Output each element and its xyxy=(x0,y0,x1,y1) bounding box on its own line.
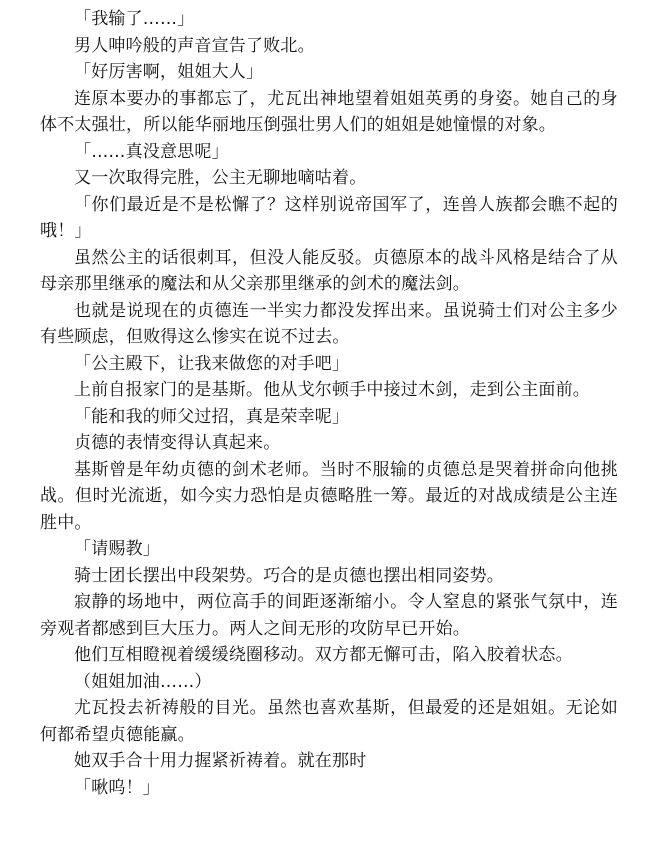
paragraph: 虽然公主的话很刺耳，但没人能反驳。贞德原本的战斗风格是结合了从母亲那里继承的魔法和从父亲那里继承的剑术的魔法剑。 xyxy=(40,247,618,294)
paragraph: 「我输了……」 xyxy=(74,9,195,29)
paragraph: 上前自报家门的是基斯。他从戈尔顿手中接过木剑，走到公主面前。 xyxy=(74,380,590,400)
paragraph: 尤瓦投去祈祷般的目光。虽然也喜欢基斯，但最爱的还是姐姐。无论如何都希望贞德能赢。 xyxy=(40,698,618,745)
paragraph: 「公主殿下，让我来做您的对手吧」 xyxy=(74,353,350,374)
paragraph: 「……真没意思呢」 xyxy=(74,141,229,162)
paragraph: （姐姐加油……） xyxy=(74,671,212,692)
paragraph: 贞德的表情变得认真起来。 xyxy=(74,433,281,453)
paragraph: 骑士团长摆出中段架势。巧合的是贞德也摆出相同姿势。 xyxy=(74,565,504,586)
paragraph: 也就是说现在的贞德连一半实力都没发挥出来。虽说骑士们对公主多少有些顾虑，但败得这么惨实在说不过去。 xyxy=(40,300,618,347)
paragraph: 寂静的场地中，两位高手的间距逐渐缩小。令人窒息的紧张气氛中，连旁观者都感到巨大压力。两人之间无形的攻防早已开始。 xyxy=(40,592,618,639)
paragraph: 他们互相瞪视着缓缓绕圈移动。双方都无懈可击，陷入胶着状态。 xyxy=(74,645,573,665)
paragraph: 「你们最近是不是松懈了？这样别说帝国军了，连兽人族都会瞧不起的哦！」 xyxy=(40,194,618,241)
paragraph: 她双手合十用力握紧祈祷着。就在那时 xyxy=(74,751,367,771)
paragraph: 「好厉害啊，姐姐大人」 xyxy=(74,62,264,82)
paragraph: 「啾呜！」 xyxy=(74,777,160,798)
paragraph: 「能和我的师父过招，真是荣幸呢」 xyxy=(74,406,350,427)
paragraph: 男人呻吟般的声音宣告了败北。 xyxy=(74,35,315,56)
paragraph: 连原本要办的事都忘了，尤瓦出神地望着姐姐英勇的身姿。她自己的身体不太强壮，所以能华丽地压倒强壮男人们的姐姐是她憧憬的对象。 xyxy=(40,88,618,135)
paragraph: 基斯曾是年幼贞德的剑术老师。当时不服输的贞德总是哭着拼命向他挑战。但时光流逝，如今实力恐怕是贞德略胜一筹。最近的对战成绩是公主连胜中。 xyxy=(40,459,618,533)
paragraph: 又一次取得完胜，公主无聊地嘀咕着。 xyxy=(74,168,367,188)
paragraph: 「请赐教」 xyxy=(74,539,160,559)
